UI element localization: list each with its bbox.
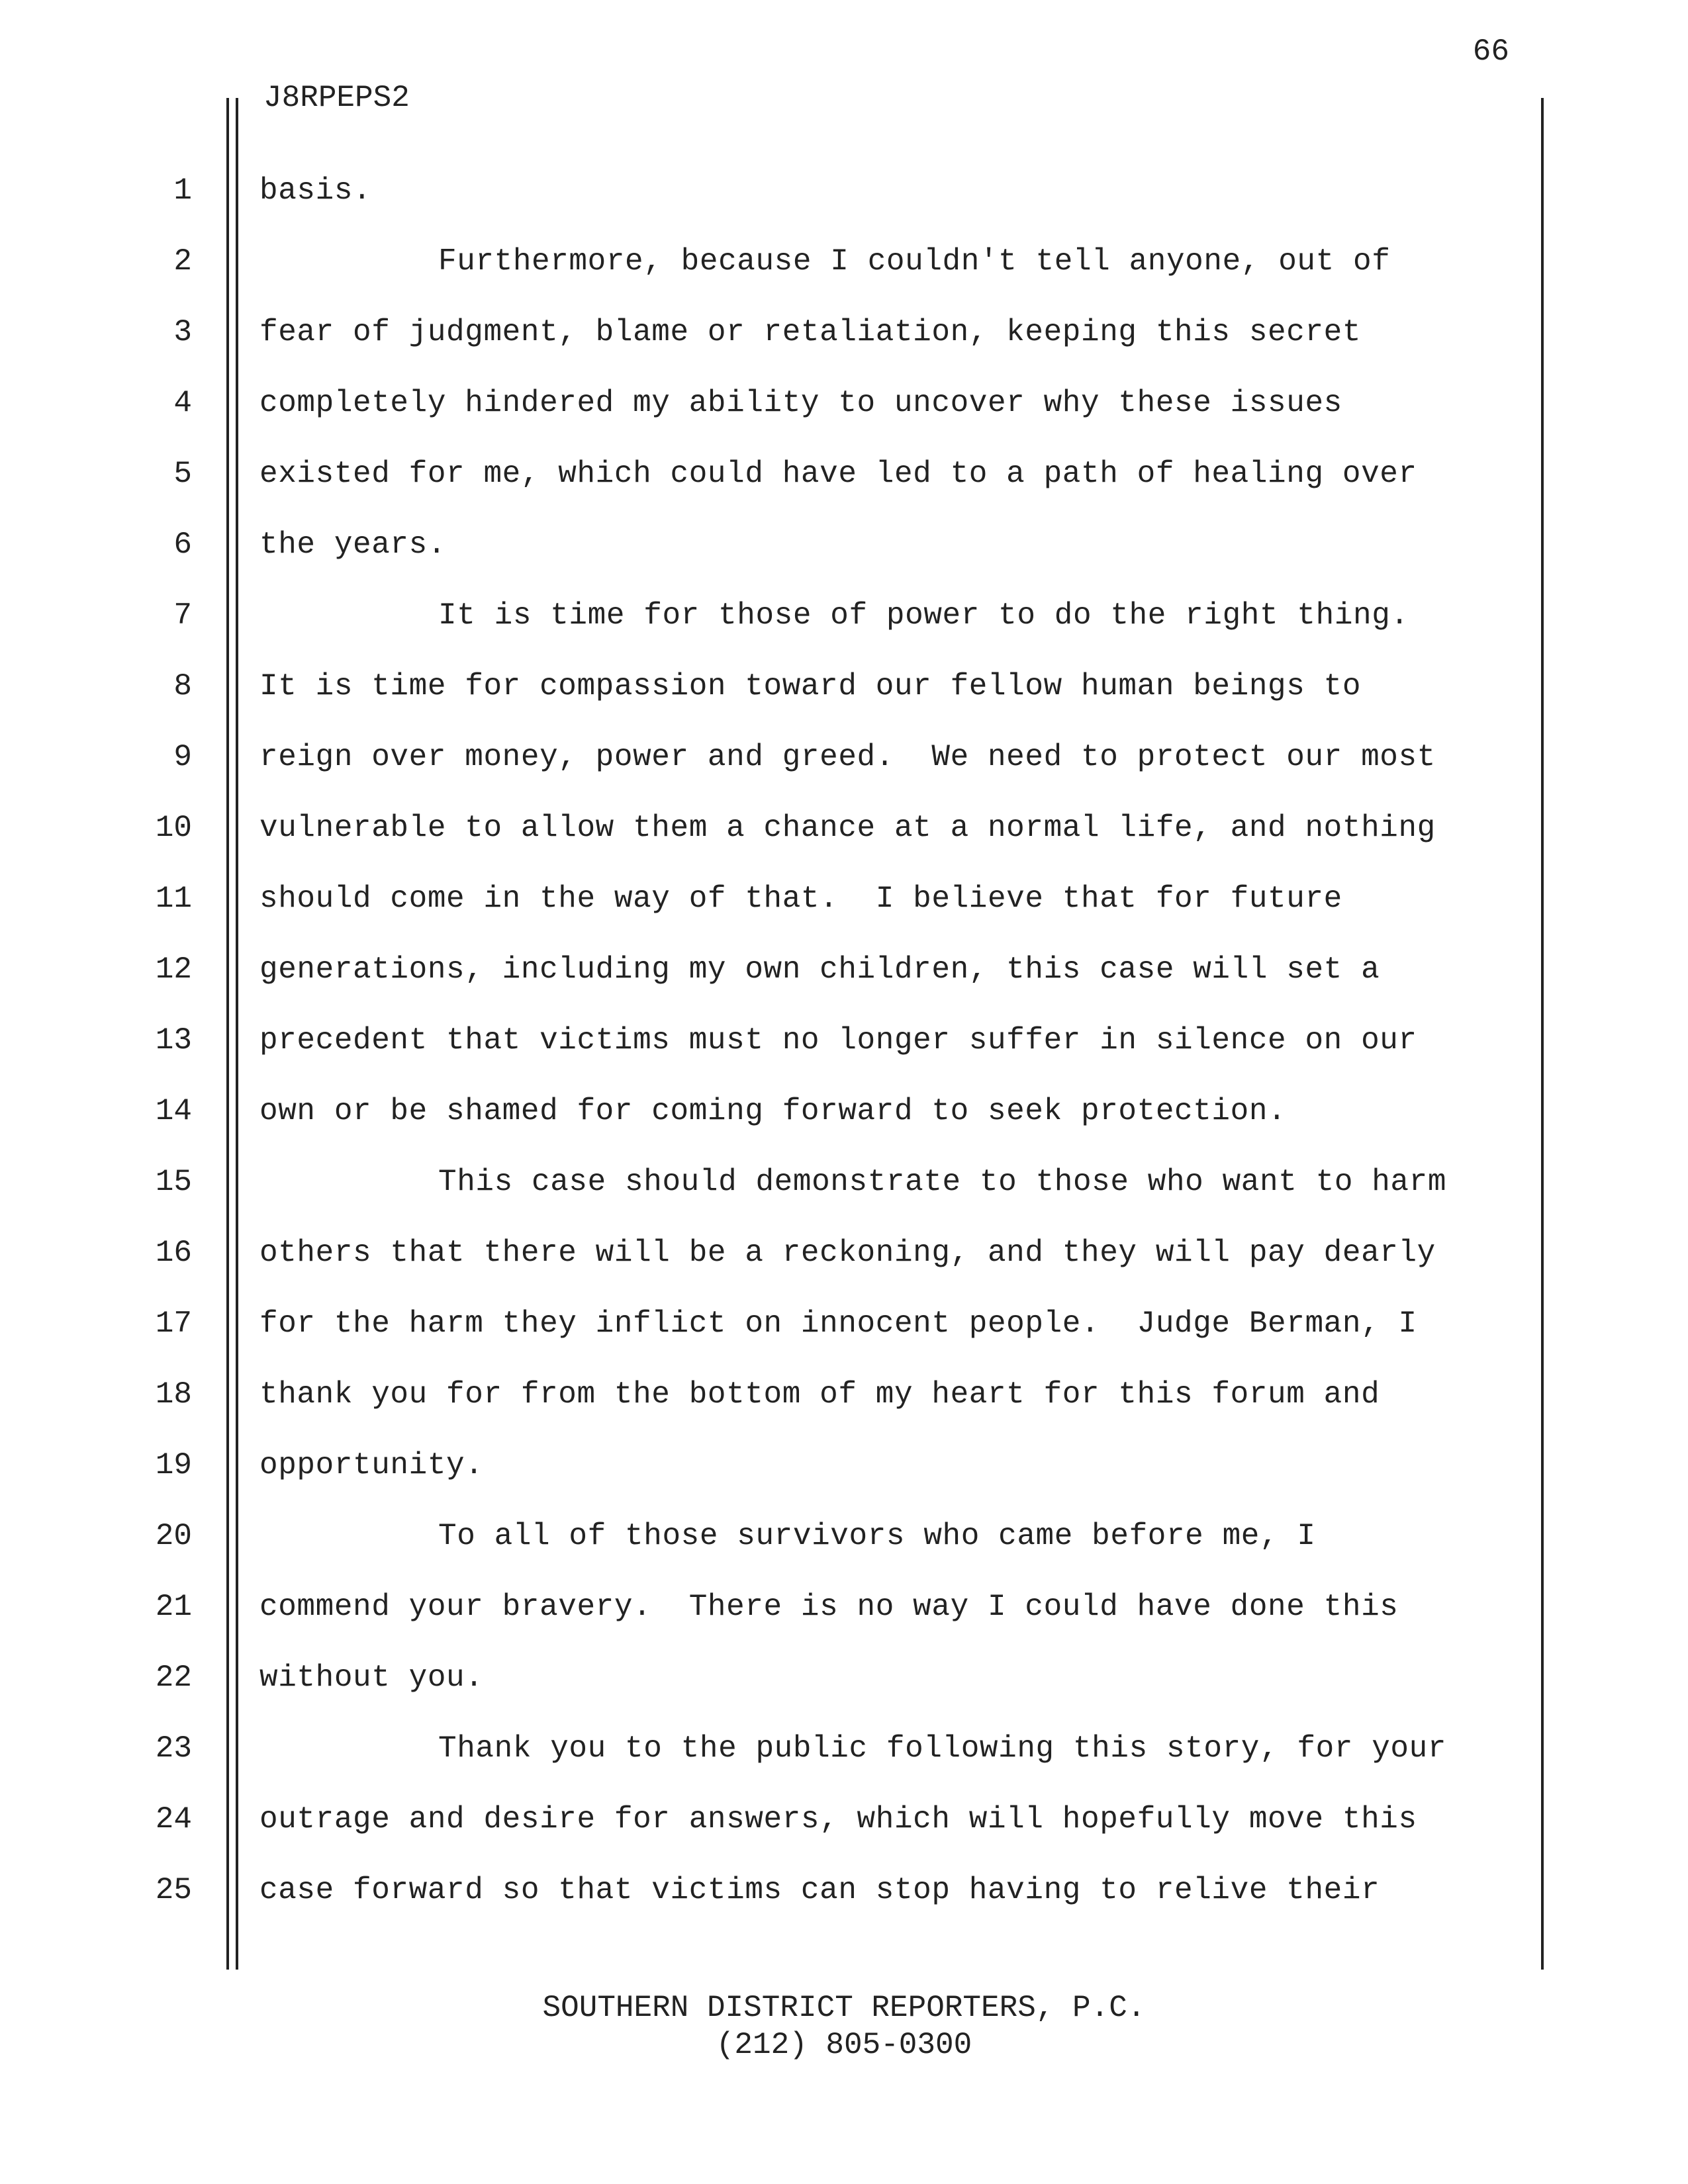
line-number: 19 xyxy=(155,1448,192,1482)
line-number: 6 xyxy=(173,527,192,562)
line-number: 14 xyxy=(155,1094,192,1128)
transcript-line: basis. xyxy=(259,173,372,208)
line-number: 23 xyxy=(155,1731,192,1766)
line-number: 1 xyxy=(173,173,192,208)
line-number: 2 xyxy=(173,244,192,279)
line-number: 20 xyxy=(155,1519,192,1553)
line-number: 8 xyxy=(173,669,192,704)
line-number: 3 xyxy=(173,315,192,349)
line-number: 12 xyxy=(155,952,192,987)
transcript-line: Furthermore, because I couldn't tell anyone, out of xyxy=(438,244,1391,279)
left-margin-rule-inner xyxy=(236,98,238,1970)
line-number: 5 xyxy=(173,457,192,491)
transcript-line: case forward so that victims can stop having to relive their xyxy=(259,1873,1380,1907)
line-number: 16 xyxy=(155,1236,192,1270)
transcript-line: completely hindered my ability to uncover why these issues xyxy=(259,386,1342,420)
transcript-line: others that there will be a reckoning, and they will pay dearly xyxy=(259,1236,1436,1270)
line-number: 13 xyxy=(155,1023,192,1058)
transcript-line: own or be shamed for coming forward to seek protection. xyxy=(259,1094,1287,1128)
transcript-line: Thank you to the public following this story, for your xyxy=(438,1731,1447,1766)
line-number: 17 xyxy=(155,1306,192,1341)
transcript-line: It is time for those of power to do the right thing. xyxy=(438,598,1409,633)
transcript-line: should come in the way of that. I believe that for future xyxy=(259,882,1342,916)
transcript-line: for the harm they inflict on innocent people. Judge Berman, I xyxy=(259,1306,1417,1341)
transcript-line: To all of those survivors who came before me, I xyxy=(438,1519,1316,1553)
line-number: 10 xyxy=(155,811,192,845)
transcript-line: the years. xyxy=(259,527,447,562)
transcript-line: generations, including my own children, this case will set a xyxy=(259,952,1380,987)
line-number: 9 xyxy=(173,740,192,774)
transcript-line: fear of judgment, blame or retaliation, keeping this secret xyxy=(259,315,1362,349)
transcript-line: outrage and desire for answers, which will hopefully move this xyxy=(259,1802,1417,1837)
transcript-line: opportunity. xyxy=(259,1448,484,1482)
right-margin-rule xyxy=(1541,98,1544,1970)
transcript-line: existed for me, which could have led to a path of healing over xyxy=(259,457,1417,491)
footer-phone: (212) 805-0300 xyxy=(716,2028,972,2062)
line-number: 15 xyxy=(155,1165,192,1199)
transcript-line: reign over money, power and greed. We need to protect our most xyxy=(259,740,1436,774)
line-number: 24 xyxy=(155,1802,192,1837)
line-number: 7 xyxy=(173,598,192,633)
left-margin-rule xyxy=(226,98,229,1970)
line-number: 21 xyxy=(155,1590,192,1624)
line-number: 11 xyxy=(155,882,192,916)
transcript-line: vulnerable to allow them a chance at a normal life, and nothing xyxy=(259,811,1436,845)
page-number: 66 xyxy=(1472,34,1509,69)
transcript-line: without you. xyxy=(259,1661,484,1695)
line-number: 18 xyxy=(155,1377,192,1412)
transcript-line: commend your bravery. There is no way I could have done this xyxy=(259,1590,1399,1624)
transcript-line: This case should demonstrate to those who want to harm xyxy=(438,1165,1447,1199)
transcript-line: It is time for compassion toward our fellow human beings to xyxy=(259,669,1362,704)
transcript-line: precedent that victims must no longer suffer in silence on our xyxy=(259,1023,1417,1058)
case-header: J8RPEPS2 xyxy=(263,81,410,115)
transcript-line: thank you for from the bottom of my heart for this forum and xyxy=(259,1377,1380,1412)
line-number: 25 xyxy=(155,1873,192,1907)
line-number: 22 xyxy=(155,1661,192,1695)
footer-reporter: SOUTHERN DISTRICT REPORTERS, P.C. xyxy=(542,1991,1146,2025)
line-number: 4 xyxy=(173,386,192,420)
